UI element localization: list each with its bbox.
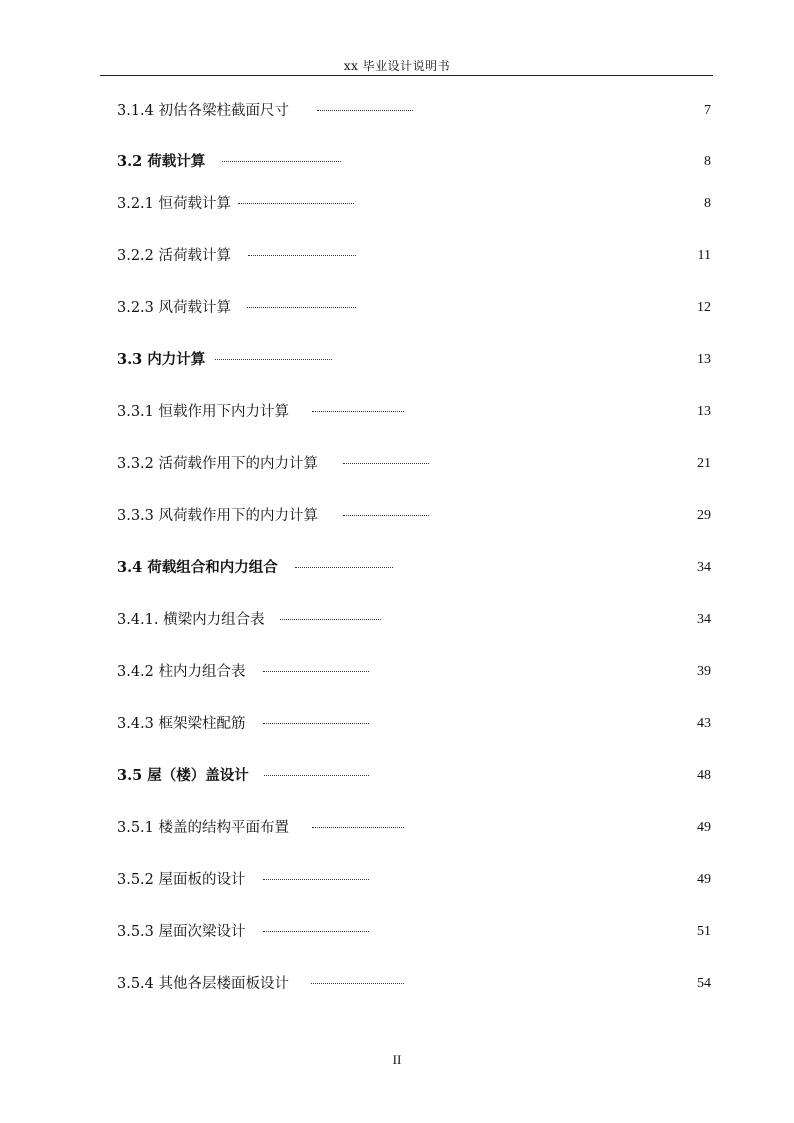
toc-entry[interactable] [117,609,711,631]
toc-leader-dots [280,619,381,620]
page-number: II [392,1052,402,1067]
toc-leader-dots [248,255,356,256]
toc-entry[interactable] [117,505,711,527]
toc-page-number: 7 [704,103,711,118]
toc-leader-dots [264,775,369,776]
toc-entry-label: 3.4.3 框架梁柱配筋 [117,716,246,732]
toc-page-number: 49 [697,872,711,887]
toc-entry[interactable] [117,661,711,683]
toc-page-number: 8 [704,154,711,169]
toc-leader-dots [311,983,404,984]
toc-entry[interactable] [117,151,711,173]
toc-entry-label: 3.5.3 屋面次梁设计 [117,924,246,940]
toc-page-number: 43 [697,716,711,731]
toc-page-number: 34 [697,612,711,627]
toc-entry[interactable] [117,245,711,267]
toc-page-number: 49 [697,820,711,835]
toc-entry-label: 3.5.4 其他各层楼面板设计 [117,976,290,992]
toc-entry[interactable] [117,817,711,839]
toc-entry-label: 3.2 荷载计算 [117,153,206,170]
toc-entry[interactable] [117,765,711,787]
toc-page-number: 13 [697,404,711,419]
toc-page-number: 21 [697,456,711,471]
header-title: xx 毕业设计说明书 [343,59,451,73]
toc-entry[interactable] [117,100,711,122]
toc-entry[interactable] [117,713,711,735]
toc-entry-label: 3.5.2 屋面板的设计 [117,872,246,888]
toc-page-number: 51 [697,924,711,939]
toc-leader-dots [215,359,332,360]
toc-page-number: 11 [697,248,711,263]
toc-leader-dots [238,203,354,204]
toc-leader-dots [222,161,341,162]
toc-leader-dots [263,931,369,932]
toc-page-number: 34 [697,560,711,575]
toc-entry-label: 3.3.2 活荷载作用下的内力计算 [117,456,319,472]
toc-entry-label: 3.2.2 活荷载计算 [117,248,232,264]
toc-leader-dots [317,110,413,111]
toc-entry-label: 3.4.1. 横梁内力组合表 [117,612,265,628]
toc-entry-label: 3.3 内力计算 [117,351,206,368]
toc-page-number: 48 [697,768,711,783]
toc-page-number: 54 [697,976,711,991]
toc-entry-label: 3.5.1 楼盖的结构平面布置 [117,820,290,836]
toc-leader-dots [343,515,429,516]
toc-entry[interactable] [117,869,711,891]
toc-leader-dots [312,411,404,412]
toc-entry-label: 3.5 屋（楼）盖设计 [117,767,249,784]
toc-entry[interactable] [117,349,711,371]
toc-page-number: 8 [704,196,711,211]
toc-entry-label: 3.2.3 风荷载计算 [117,300,232,316]
toc-leader-dots [247,307,356,308]
toc-entry[interactable] [117,453,711,475]
toc-entry[interactable] [117,401,711,423]
toc-entry-label: 3.1.4 初估各梁柱截面尺寸 [117,103,290,119]
toc-entry-label: 3.3.1 恒载作用下内力计算 [117,404,290,420]
toc-leader-dots [263,879,369,880]
toc-leader-dots [295,567,393,568]
toc-entry[interactable] [117,557,711,579]
toc-entry-label: 3.4.2 柱内力组合表 [117,664,246,680]
toc-leader-dots [263,671,369,672]
toc-leader-dots [312,827,404,828]
toc-entry[interactable] [117,193,711,215]
toc-entry-label: 3.4 荷载组合和内力组合 [117,559,278,576]
toc-entry-label: 3.3.3 风荷载作用下的内力计算 [117,508,319,524]
toc-leader-dots [343,463,429,464]
toc-page-number: 13 [697,352,711,367]
toc-entry-label: 3.2.1 恒荷载计算 [117,196,232,212]
toc-entry[interactable] [117,921,711,943]
toc-page-number: 29 [697,508,711,523]
toc-page-number: 39 [697,664,711,679]
toc-entry[interactable] [117,297,711,319]
toc-page-number: 12 [697,300,711,315]
toc-leader-dots [263,723,369,724]
toc-entry[interactable] [117,973,711,995]
